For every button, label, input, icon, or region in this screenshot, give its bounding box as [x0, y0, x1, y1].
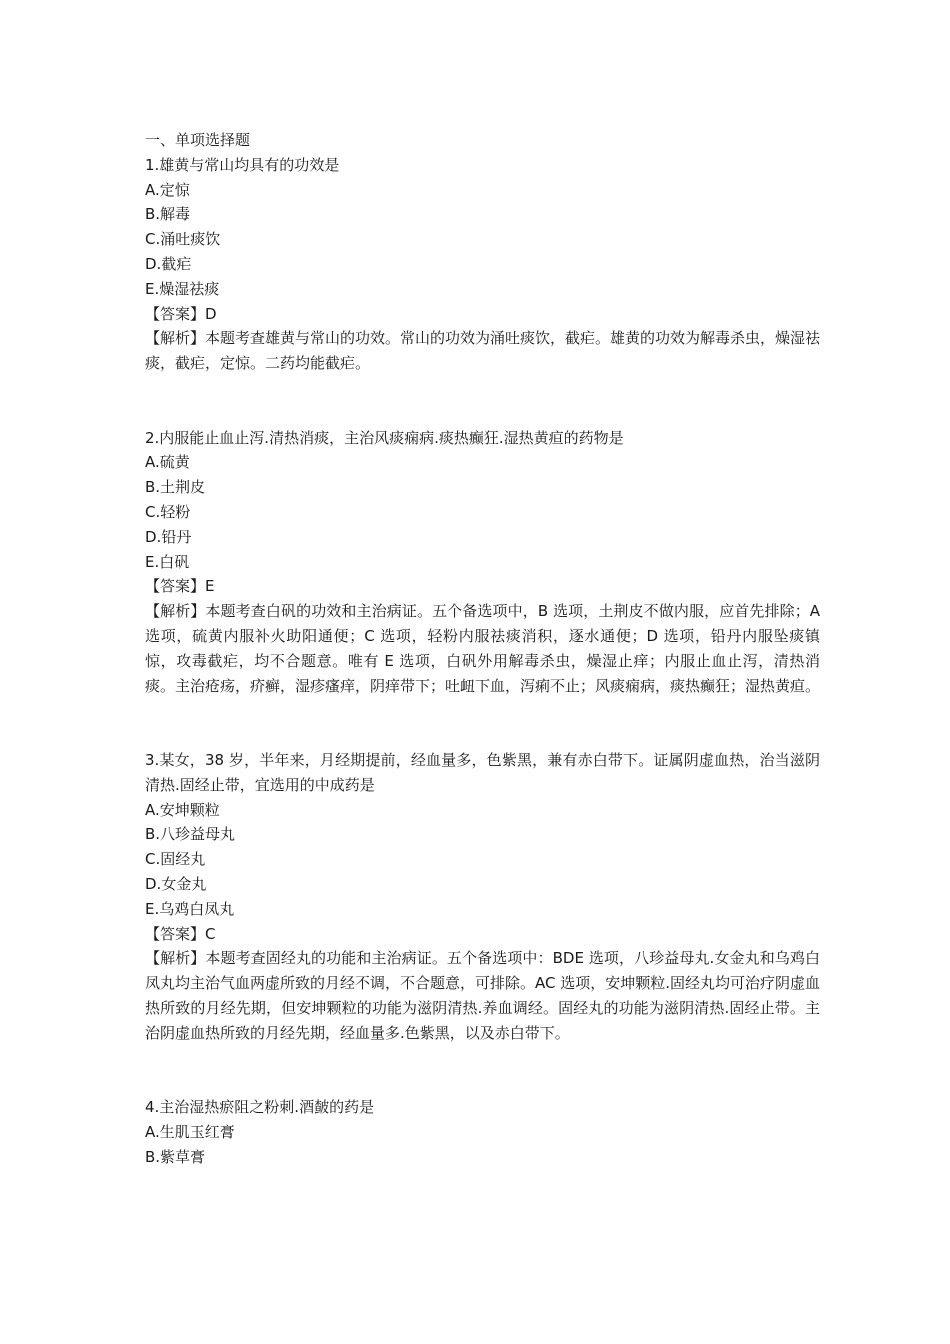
question-stem: 4.主治湿热瘀阻之粉刺.酒皶的药是	[145, 1098, 375, 1117]
question-1	[145, 153, 820, 376]
spacer	[145, 1045, 820, 1095]
question-stem: 1.雄黄与常山均具有的功效是	[145, 155, 340, 174]
spacer	[145, 376, 820, 426]
answer: 【答案】E	[145, 577, 215, 596]
option-b: B.解毒	[145, 205, 191, 224]
option-a: A.生肌玉红膏	[145, 1122, 235, 1141]
option-d: D.铅丹	[145, 527, 192, 546]
section-title: 一、单项选择题	[145, 131, 251, 149]
option-b: B.八珍益母丸	[145, 825, 236, 844]
question-3	[145, 748, 820, 1046]
option-e: E.燥湿祛痰	[145, 279, 220, 298]
option-e: E.白矾	[145, 552, 190, 571]
question-stem: 3.某女，38 岁，半年来，月经期提前，经血量多，色紫黑，兼有赤白带下。证属阴虚血热，治当滋阴清热.固经止带，宜选用的中成药是	[145, 750, 820, 794]
analysis: 【解析】本题考查雄黄与常山的功效。常山的功效为涌吐痰饮，截疟。雄黄的功效为解毒杀虫，燥湿祛痰，截疟，定惊。二药均能截疟。	[145, 329, 821, 373]
analysis: 【解析】本题考查白矾的功效和主治病证。五个备选项中，B 选项，土荆皮不做内服，应首先排除；A 选项，硫黄内服补火助阳通便；C 选项，轻粉内服祛痰消积，逐水通便；D 选项，铅丹内服坠痰镇惊，攻毒截疟，均不合题意。唯有 E 选项，白矾外用解毒杀虫，燥湿止痒；内服止血止泻，清热消痰。主治疮疡，疥癣，湿疹瘙痒，阴痒带下；吐衄下血，泻痢不止；风痰痫病，痰热癫狂；湿热黄疸。	[145, 602, 821, 695]
option-a: A.安坤颗粒	[145, 800, 220, 819]
question-4	[145, 1095, 820, 1169]
option-b: B.紫草膏	[145, 1147, 206, 1166]
option-c: C.轻粉	[145, 502, 191, 521]
option-b: B.土荆皮	[145, 478, 206, 497]
option-e: E.乌鸡白凤丸	[145, 899, 235, 918]
option-d: D.女金丸	[145, 874, 207, 893]
document-page	[145, 128, 820, 1169]
option-a: A.硫黄	[145, 453, 190, 472]
answer: 【答案】D	[145, 304, 217, 323]
option-c: C.固经丸	[145, 850, 206, 869]
answer: 【答案】C	[145, 924, 216, 943]
analysis: 【解析】本题考查固经丸的功能和主治病证。五个备选项中：BDE 选项，八珍益母丸.女金丸和乌鸡白凤丸均主治气血两虚所致的月经不调，不合题意，可排除。AC 选项，安坤颗粒.固经丸均可治疗阴虚血热所致的月经先期，但安坤颗粒的功能为滋阴清热.养血调经。固经丸的功能为滋阴清热.固经止带。主治阴虚血热所致的月经先期，经血量多.色紫黑，以及赤白带下。	[145, 949, 821, 1042]
spacer	[145, 698, 820, 748]
option-d: D.截疟	[145, 254, 192, 273]
question-2	[145, 426, 820, 699]
option-c: C.涌吐痰饮	[145, 230, 221, 249]
question-stem: 2.内服能止血止泻.清热消痰，主治风痰痫病.痰热癫狂.湿热黄疸的药物是	[145, 428, 624, 447]
option-a: A.定惊	[145, 180, 190, 199]
